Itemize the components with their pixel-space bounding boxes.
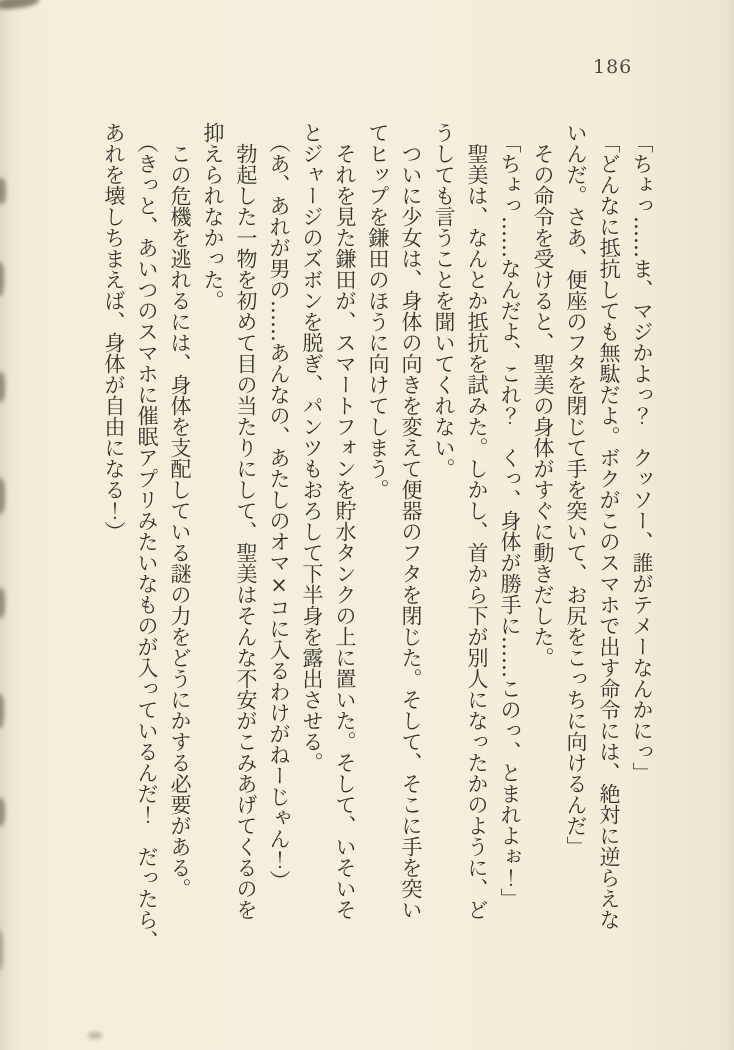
page-number: 186 (593, 56, 633, 78)
text-column: うしても言うことを聞いてくれない。 (432, 122, 456, 479)
binding-shadow-mark (0, 478, 5, 514)
binding-shadow-mark (0, 262, 4, 296)
text-column: 「どんなに抵抗しても無駄だよ。ボクがこのスマホで出す命令には、絶対に逆らえな (597, 132, 621, 930)
text-column: とジャージのズボンを脱ぎ、パンツもおろして下半身を露出させる。 (300, 122, 324, 773)
text-column: 抑えられなかった。 (201, 122, 225, 311)
text-column: 聖美は、なんとか抵抗を試みた。しかし、首から下が別人になったかのように、ど (465, 143, 489, 920)
text-column: てヒップを鎌田のほうに向けてしまう。 (366, 122, 390, 500)
text-columns (97, 122, 658, 967)
text-column: ついに少女は、身体の向きを変えて便器のフタを閉じた。そして、そこに手を突い (399, 143, 423, 920)
text-column: あれを壊しちまえば、身体が自由になる！） (102, 122, 126, 542)
binding-shadow-mark (0, 798, 5, 826)
text-column: 勃起した一物を初めて目の当たりにして、聖美はそんな不安がこみあげてくるのを (234, 143, 258, 920)
binding-shadow-mark (0, 372, 5, 402)
binding-shadow-mark (0, 930, 3, 970)
binding-shadow-mark (0, 588, 5, 618)
scan-smudge (88, 1032, 102, 1039)
text-column: いんだ。さあ、便座のフタを閉じて手を突いて、お尻をこっちに向けるんだ」 (564, 122, 588, 857)
text-column: （きっと、あいつのスマホに催眠アプリみたいなものが入っているんだ！ だったら、 (135, 132, 159, 951)
binding-shadow-mark (0, 694, 4, 728)
text-column: 「ちょっ……なんだよ、これ？ くっ、身体が勝手に……このっ、とまれよぉ！」 (498, 132, 522, 909)
binding-shadow-mark (0, 178, 6, 204)
text-column: 「ちょっ……ま、マジかよっ？ クッソー、誰がテメーなんかにっ」 (630, 132, 654, 783)
text-column: それを見た鎌田が、スマートフォンを貯水タンクの上に置いた。そして、いそいそ (333, 143, 357, 920)
text-column: この危機を逃れるには、身体を支配している謎の力をどうにかする必要がある。 (168, 143, 192, 899)
text-column: （あ、あれが男の……あんなの、あたしのオマ×コに入るわけがねーじゃん！） (267, 132, 291, 891)
scan-smudge (0, 0, 40, 11)
text-column: その命令を受けると、聖美の身体がすぐに動きだした。 (531, 143, 555, 668)
